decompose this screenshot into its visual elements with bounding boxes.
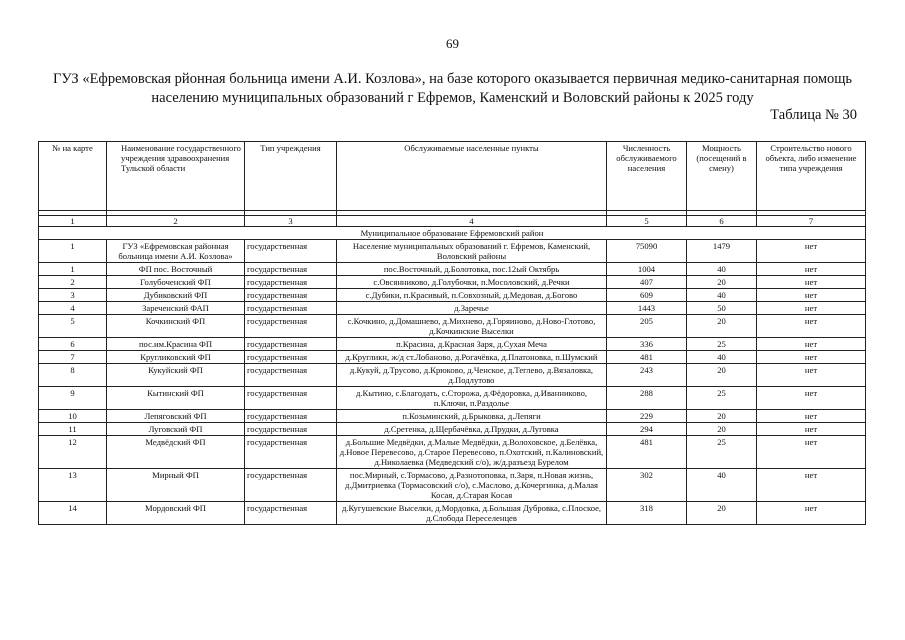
column-number-row — [39, 216, 866, 227]
cell-name: Мирный ФП — [107, 469, 245, 502]
cell-population: 1443 — [607, 302, 687, 315]
cell-number: 1 — [39, 240, 107, 263]
cell-name: Кочкинский ФП — [107, 315, 245, 338]
table-row — [39, 276, 866, 289]
cell-construction: нет — [757, 338, 866, 351]
cell-name: Кругликовский ФП — [107, 351, 245, 364]
cell-population: 318 — [607, 502, 687, 525]
cell-number: 1 — [39, 263, 107, 276]
cell-name: Луговский ФП — [107, 423, 245, 436]
cell-number: 6 — [39, 338, 107, 351]
cell-population: 481 — [607, 351, 687, 364]
cell-number: 2 — [39, 276, 107, 289]
cell-name: Голубоченский ФП — [107, 276, 245, 289]
page-number: 69 — [446, 36, 459, 51]
column-header: № на карте — [39, 142, 107, 211]
cell-type: государственная — [245, 410, 337, 423]
cell-capacity: 20 — [687, 410, 757, 423]
cell-construction: нет — [757, 240, 866, 263]
cell-name: Кытинский ФП — [107, 387, 245, 410]
cell-construction: нет — [757, 302, 866, 315]
cell-number: 12 — [39, 436, 107, 469]
cell-number: 9 — [39, 387, 107, 410]
cell-construction: нет — [757, 364, 866, 387]
table-row — [39, 263, 866, 276]
cell-type: государственная — [245, 289, 337, 302]
cell-places: д.Сретенка, д.Щербачёвка, д.Прудки, д.Луговка — [337, 423, 607, 436]
cell-population: 609 — [607, 289, 687, 302]
cell-construction: нет — [757, 469, 866, 502]
table-row — [39, 469, 866, 502]
column-header: Численность обслуживаемого населения — [607, 142, 687, 211]
cell-places: п.Красина, д.Красная Заря, д.Сухая Меча — [337, 338, 607, 351]
cell-name: ФП пос. Восточный — [107, 263, 245, 276]
cell-construction: нет — [757, 276, 866, 289]
cell-name: Кукуйский ФП — [107, 364, 245, 387]
table-row — [39, 387, 866, 410]
cell-population: 205 — [607, 315, 687, 338]
cell-type: государственная — [245, 351, 337, 364]
cell-type: государственная — [245, 302, 337, 315]
cell-number: 13 — [39, 469, 107, 502]
cell-population: 302 — [607, 469, 687, 502]
cell-construction: нет — [757, 315, 866, 338]
cell-construction: нет — [757, 351, 866, 364]
cell-number: 14 — [39, 502, 107, 525]
cell-number: 4 — [39, 302, 107, 315]
cell-name: пос.им.Красина ФП — [107, 338, 245, 351]
cell-places: пос.Восточный, д.Болотовка, пос.12ый Октябрь — [337, 263, 607, 276]
cell-construction: нет — [757, 263, 866, 276]
cell-capacity: 20 — [687, 502, 757, 525]
cell-population: 481 — [607, 436, 687, 469]
cell-places: п.Козьминский, д.Брыковка, д.Лепяги — [337, 410, 607, 423]
cell-places: д.Большие Медвёдки, д.Малые Медвёдки, д.Волоховское, д.Белёвка, д.Новое Перевесово, д.Старое Перевесово, п.Охотский, п.Калиновский, д.Николаевка (Медведский с/о), ж/д.разъезд Бурелом — [337, 436, 607, 469]
cell-number: 10 — [39, 410, 107, 423]
cell-construction: нет — [757, 502, 866, 525]
cell-population: 75090 — [607, 240, 687, 263]
cell-type: государственная — [245, 276, 337, 289]
table-row — [39, 289, 866, 302]
cell-name: Зареченский ФАП — [107, 302, 245, 315]
cell-capacity: 25 — [687, 436, 757, 469]
cell-places: д.Заречье — [337, 302, 607, 315]
column-header: Строительство нового объекта, либо изменение типа учреждения — [757, 142, 866, 211]
cell-population: 1004 — [607, 263, 687, 276]
cell-capacity: 40 — [687, 289, 757, 302]
cell-construction: нет — [757, 410, 866, 423]
table-row — [39, 502, 866, 525]
cell-name: Медвёдский ФП — [107, 436, 245, 469]
cell-type: государственная — [245, 423, 337, 436]
table-row — [39, 351, 866, 364]
cell-name: Мордовский ФП — [107, 502, 245, 525]
cell-type: государственная — [245, 387, 337, 410]
cell-places: с.Овсянниково, д.Голубочки, п.Мосоловский, д.Речки — [337, 276, 607, 289]
table-label: Таблица № 30 — [770, 107, 857, 123]
section-row — [39, 227, 866, 240]
table-row — [39, 436, 866, 469]
cell-construction: нет — [757, 436, 866, 469]
header-row — [39, 142, 866, 211]
column-number: 6 — [687, 216, 757, 227]
column-header: Наименование государственного учреждения здравоохранения Тульской области — [107, 142, 245, 211]
cell-construction: нет — [757, 289, 866, 302]
cell-type: государственная — [245, 263, 337, 276]
cell-type: государственная — [245, 502, 337, 525]
column-header: Тип учреждения — [245, 142, 337, 211]
table-row — [39, 410, 866, 423]
cell-number: 5 — [39, 315, 107, 338]
facilities-table — [38, 141, 866, 525]
cell-type: государственная — [245, 240, 337, 263]
table-row — [39, 338, 866, 351]
cell-capacity: 50 — [687, 302, 757, 315]
table-row — [39, 423, 866, 436]
cell-places: д.Кругликн, ж/д ст.Лобаново, д.Рогачёвка, д.Платоновка, п.Шумский — [337, 351, 607, 364]
cell-capacity: 20 — [687, 315, 757, 338]
cell-capacity: 40 — [687, 351, 757, 364]
cell-places: с.Дубики, п.Красивый, п.Совхозный, д.Медовая, д.Богово — [337, 289, 607, 302]
cell-capacity: 25 — [687, 387, 757, 410]
cell-number: 8 — [39, 364, 107, 387]
cell-places: д.Кытино, с.Благодать, с.Сторожа, д.Фёдоровка, д.Иванниково, п.Ключи, п.Раздолье — [337, 387, 607, 410]
column-number: 7 — [757, 216, 866, 227]
document-title: ГУЗ «Ефремовская рйонная больница имени А.И. Козлова», на базе которого оказывается первичная медико-санитарная помощь населению муниципальных образований г Ефремов, Каменский и Воловский районы к 2025 году — [52, 71, 853, 106]
cell-population: 243 — [607, 364, 687, 387]
table-row — [39, 364, 866, 387]
column-header: Обслуживаемые населенные пункты — [337, 142, 607, 211]
cell-number: 7 — [39, 351, 107, 364]
cell-type: государственная — [245, 436, 337, 469]
section-title: Муниципальное образование Ефремовский район — [39, 227, 866, 240]
cell-type: государственная — [245, 469, 337, 502]
column-header: Мощность (посещений в смену) — [687, 142, 757, 211]
cell-capacity: 20 — [687, 364, 757, 387]
cell-places: д.Кукуй, д.Трусово, д.Крюково, д.Ченское, д.Теглево, д.Вязаловка, д.Подлутово — [337, 364, 607, 387]
cell-construction: нет — [757, 423, 866, 436]
table-row — [39, 240, 866, 263]
cell-population: 288 — [607, 387, 687, 410]
table-row — [39, 315, 866, 338]
cell-name: Лепяговский ФП — [107, 410, 245, 423]
column-number: 2 — [107, 216, 245, 227]
cell-type: государственная — [245, 315, 337, 338]
cell-capacity: 20 — [687, 276, 757, 289]
cell-number: 11 — [39, 423, 107, 436]
cell-type: государственная — [245, 364, 337, 387]
cell-places: д.Кугушевские Выселки, д.Мордовка, д.Большая Дубровка, с.Плоское, д.Слобода Переселенцев — [337, 502, 607, 525]
cell-construction: нет — [757, 387, 866, 410]
cell-type: государственная — [245, 338, 337, 351]
cell-number: 3 — [39, 289, 107, 302]
column-number: 5 — [607, 216, 687, 227]
cell-places: с.Кочкино, д.Домашнево, д.Михнево, д.Горяиново, д.Ново-Глотово, д.Кочкинские Выселки — [337, 315, 607, 338]
column-number: 1 — [39, 216, 107, 227]
cell-name: Дубиковский ФП — [107, 289, 245, 302]
cell-capacity: 25 — [687, 338, 757, 351]
column-number: 4 — [337, 216, 607, 227]
cell-name: ГУЗ «Ефремовская районная больница имени А.И. Козлова» — [107, 240, 245, 263]
cell-capacity: 40 — [687, 469, 757, 502]
cell-places: Население муниципальных образований г. Ефремов, Каменский, Воловский районы — [337, 240, 607, 263]
cell-places: пос.Мирный, с.Тормасово, д.Разнотоповка, п.Заря, п.Новая жизнь, д.Дмитриевка (Тормасовский с/о), с.Маслово, д.Кочергинка, д.Малая Косая, д.Старая Косая — [337, 469, 607, 502]
cell-population: 294 — [607, 423, 687, 436]
table-row — [39, 302, 866, 315]
cell-capacity: 20 — [687, 423, 757, 436]
cell-population: 229 — [607, 410, 687, 423]
cell-population: 407 — [607, 276, 687, 289]
cell-capacity: 40 — [687, 263, 757, 276]
cell-capacity: 1479 — [687, 240, 757, 263]
column-number: 3 — [245, 216, 337, 227]
cell-population: 336 — [607, 338, 687, 351]
